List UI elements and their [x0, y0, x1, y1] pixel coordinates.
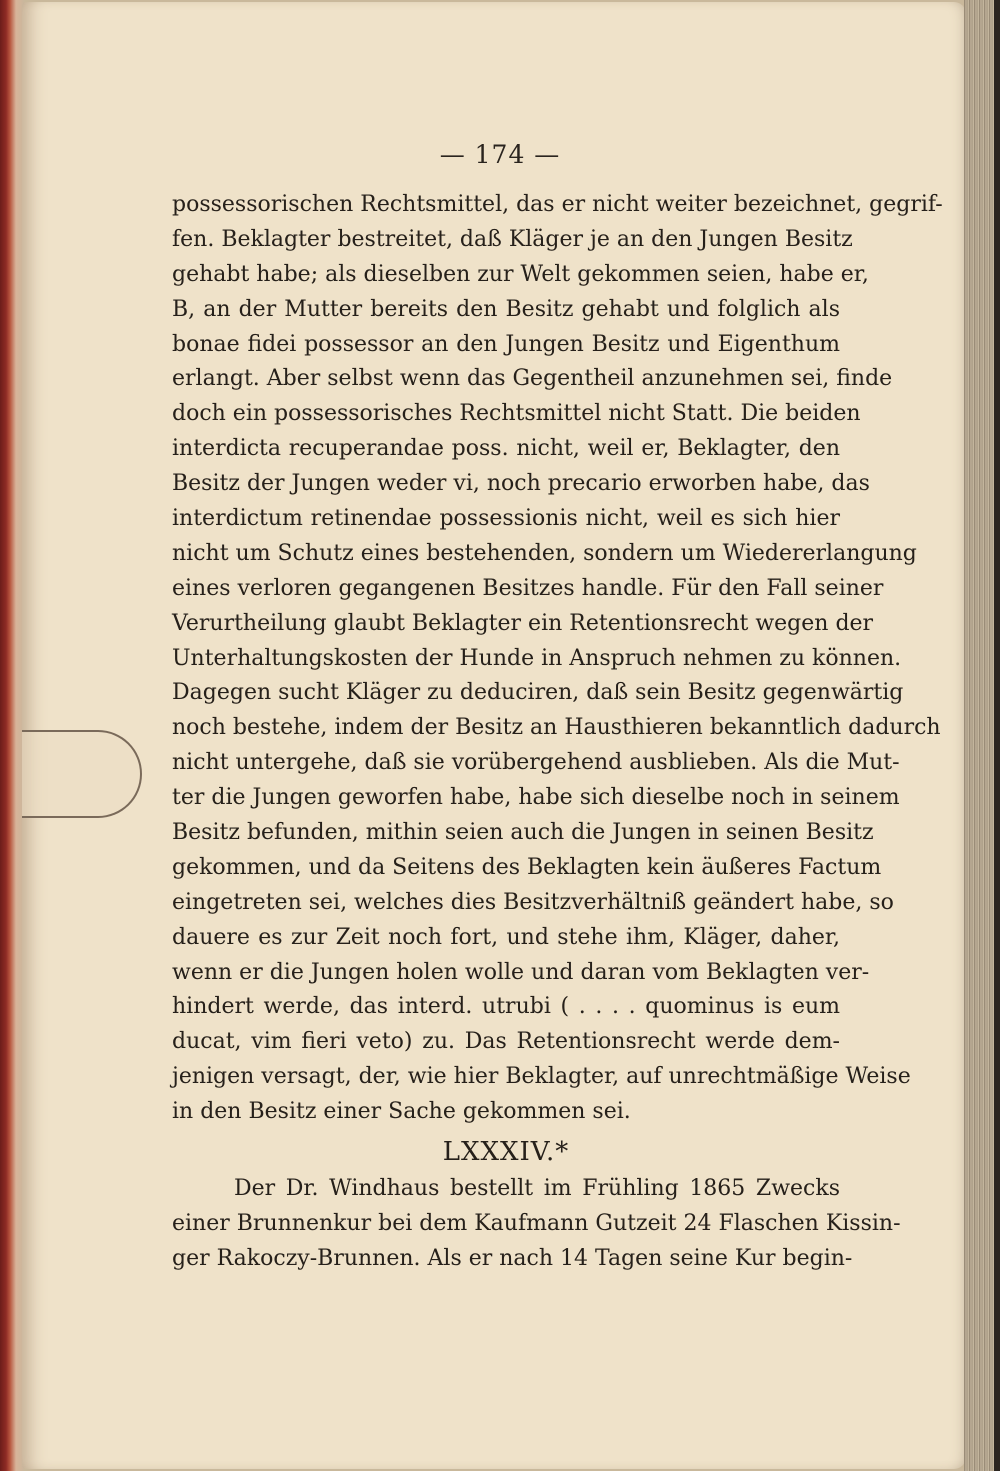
text-line: gekommen, und da Seitens des Beklagten kein äußeres Factum — [172, 854, 882, 880]
text-line: wenn er die Jungen holen wolle und daran vom Beklagten ver- — [172, 959, 870, 985]
text-line: eingetreten sei, welches dies Besitzverhältniß geändert habe, so — [172, 889, 894, 915]
text-line: nicht untergehe, daß sie vorübergehend ausblieben. Als die Mut- — [172, 750, 900, 776]
text-line: doch ein possessorisches Rechtsmittel nicht Statt. Die beiden — [172, 401, 861, 427]
text-line: interdictum retinendae possessionis nicht, weil es sich hier — [172, 506, 840, 532]
text-line: Besitz der Jungen weder vi, noch precario erworben habe, das — [172, 471, 870, 497]
text-line: jenigen versagt, der, wie hier Beklagter, auf unrechtmäßige Weise — [172, 1064, 911, 1090]
page-tab-marker — [22, 730, 142, 818]
page-number: — 174 — — [439, 140, 561, 169]
background-strip — [994, 0, 1000, 1471]
book-spine-edge — [0, 0, 24, 1471]
text-line: Der Dr. Windhaus bestellt im Frühling 1865 Zwecks — [234, 1176, 840, 1202]
paragraph-2 — [172, 1172, 901, 1277]
text-line: ducat, vim fieri veto) zu. Das Retentionsrecht werde dem- — [172, 1029, 840, 1055]
paragraph-1 — [172, 188, 943, 1130]
text-line: einer Brunnenkur bei dem Kaufmann Gutzeit 24 Flaschen Kissin- — [172, 1210, 901, 1236]
text-line: fen. Beklagter bestreitet, daß Kläger je an den Jungen Besitz — [172, 226, 853, 252]
text-line: hindert werde, das interd. utrubi ( . . . . quominus is eum — [172, 994, 840, 1020]
text-line: Besitz befunden, mithin seien auch die Jungen in seinen Besitz — [172, 820, 874, 846]
text-line: dauere es zur Zeit noch fort, und stehe ihm, Kläger, daher, — [172, 924, 840, 950]
text-line: ger Rakoczy-Brunnen. Als er nach 14 Tagen seine Kur begin- — [172, 1245, 853, 1271]
text-line: ter die Jungen geworfen habe, habe sich dieselbe noch in seinem — [172, 785, 900, 811]
text-line: erlangt. Aber selbst wenn das Gegentheil anzunehmen sei, finde — [172, 366, 893, 392]
text-line: Dagegen sucht Kläger zu deduciren, daß sein Besitz gegenwärtig — [172, 680, 904, 706]
text-line: nicht um Schutz eines bestehenden, sondern um Wiedererlangung — [172, 540, 917, 566]
text-line: possessorischen Rechtsmittel, das er nicht weiter bezeichnet, gegrif- — [172, 192, 943, 217]
text-line: gehabt habe; als dieselben zur Welt gekommen seien, habe er, — [172, 261, 869, 287]
section-heading: LXXXIV.* — [442, 1137, 570, 1168]
text-line: interdicta recuperandae poss. nicht, weil er, Beklagter, den — [172, 436, 840, 462]
text-line: bonae fidei possessor an den Jungen Besitz und Eigenthum — [172, 331, 840, 357]
text-line: Verurtheilung glaubt Beklagter ein Retentionsrecht wegen der — [172, 610, 874, 636]
text-body — [172, 188, 943, 1277]
text-line: noch bestehe, indem der Besitz an Hausthieren bekanntlich dadurch — [172, 715, 941, 741]
text-line: in den Besitz einer Sache gekommen sei. — [172, 1099, 631, 1125]
text-line: Unterhaltungskosten der Hunde in Anspruch nehmen zu können. — [172, 645, 902, 671]
text-line: B, an der Mutter bereits den Besitz gehabt und folglich als — [172, 296, 840, 322]
text-line: eines verloren gegangenen Besitzes handle. Für den Fall seiner — [172, 575, 884, 601]
